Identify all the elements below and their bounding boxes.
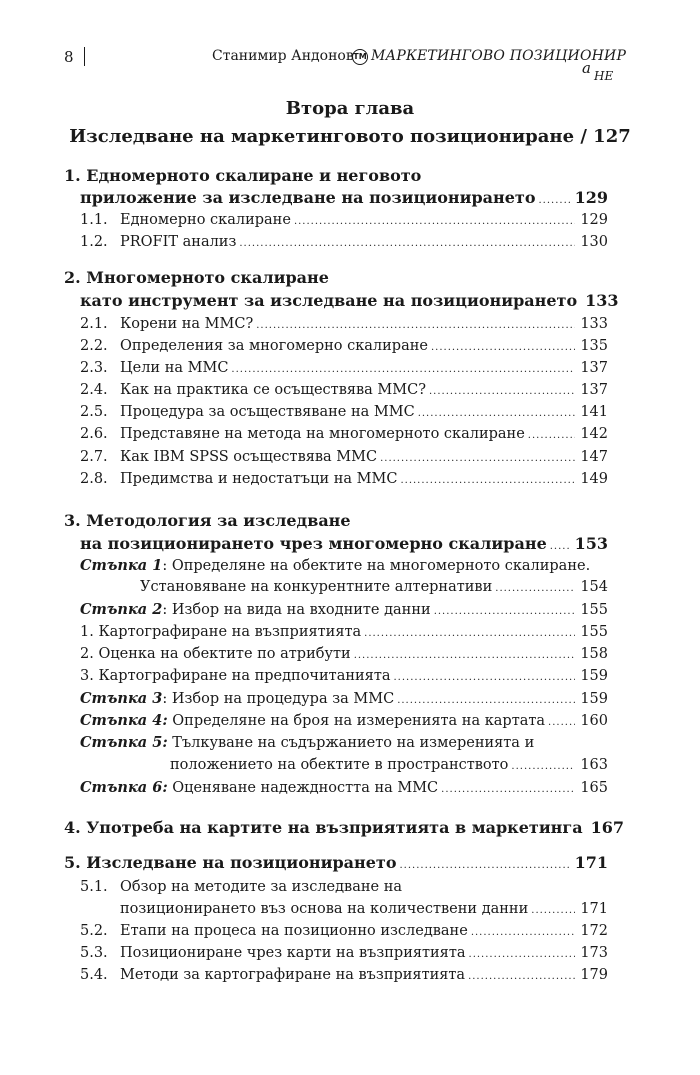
toc-section-2-line1: 2. Многомерното скалиране: [64, 268, 329, 287]
leader-dots: [364, 624, 575, 640]
toc-entry-title: Цели на ММС: [120, 360, 229, 376]
toc-page-number: 171: [580, 901, 608, 917]
toc-entry-2-8[interactable]: [80, 471, 608, 487]
step-title: Определяне на броя на измеренията на картата: [167, 713, 546, 729]
toc-entry-title: Предимства и недостатъци на ММС: [120, 471, 398, 487]
toc-entry-2-2[interactable]: [80, 338, 608, 354]
leader-dots: [548, 713, 575, 729]
leader-dots: [469, 945, 576, 961]
leader-dots: [354, 646, 576, 662]
toc-section-1[interactable]: [80, 188, 608, 207]
toc-section-5[interactable]: [64, 853, 608, 872]
toc-page-number: 155: [580, 602, 608, 618]
toc-page-number: 137: [580, 382, 608, 398]
toc-page-number: 142: [580, 426, 608, 442]
leader-dots: [397, 691, 575, 707]
toc-page-number: 154: [580, 579, 608, 595]
step-title: Тълкуване на съдържанието на измеренията и: [167, 735, 535, 751]
toc-entry-title: Как IBM SPSS осъществява ММС: [120, 449, 378, 465]
leader-dots: [528, 426, 576, 442]
toc-entry-number: 2.5.: [80, 404, 108, 420]
toc-page-number: 129: [580, 212, 608, 228]
leader-dots: [468, 967, 575, 983]
toc-section-3[interactable]: [80, 534, 608, 553]
toc-section-4-title: 4. Употреба на картите на възприятията в маркетинга: [64, 818, 583, 837]
toc-entry-number: 5.3.: [80, 945, 108, 961]
toc-entry-number: 1.2.: [80, 234, 108, 250]
chapter-label: Втора глава: [285, 98, 415, 119]
step-title-cont: положението на обектите в пространството: [170, 757, 509, 773]
toc-entry-5-1-line1[interactable]: [80, 879, 402, 895]
toc-entry-title: Позициониране чрез карти на възприятията: [120, 945, 466, 961]
step-label: Стъпка 4:: [80, 712, 168, 729]
toc-entry-title: Обзор на методите за изследване на: [120, 879, 403, 895]
header-book-title: МАРКЕТИНГОВО ПОЗИЦИОНИР: [371, 48, 627, 64]
toc-page-number: 130: [580, 234, 608, 250]
toc-entry-5-2[interactable]: [80, 923, 608, 939]
toc-step-1[interactable]: [140, 579, 608, 595]
toc-page-number: 155: [580, 624, 608, 640]
leader-dots: [231, 360, 575, 376]
toc-section-3-line1: 3. Методология за изследване: [64, 511, 351, 530]
leader-dots: [239, 234, 575, 250]
toc-page-number: 165: [580, 780, 608, 796]
toc-page-number: 147: [580, 449, 608, 465]
toc-page-number: 179: [580, 967, 608, 983]
toc-page-number: 158: [580, 646, 608, 662]
page-number: 8: [64, 48, 74, 66]
toc-page-number: 173: [580, 945, 608, 961]
step-title: : Определяне на обектите на многомерното скалиране.: [162, 558, 591, 574]
header-author: Станимир Андонов: [212, 48, 354, 64]
toc-substep-1[interactable]: [80, 624, 608, 640]
step-label: Стъпка 3: [80, 690, 163, 707]
toc-entry-title: 1. Картографиране на възприятията: [80, 624, 362, 640]
toc-entry-2-5[interactable]: [80, 404, 608, 420]
toc-entry-title: Корени на ММС?: [120, 316, 254, 332]
toc-entry-title: Процедура за осъществяване на ММС: [120, 404, 415, 420]
toc-entry-title: Определения за многомерно скалиране: [120, 338, 428, 354]
toc-page-number: 160: [580, 713, 608, 729]
leader-dots: [531, 901, 575, 917]
toc-section-5-title: 5. Изследване на позиционирането: [64, 853, 397, 872]
toc-section-2-title: като инструмент за изследване на позиционирането: [80, 291, 578, 310]
toc-page-number: 171: [574, 853, 608, 872]
toc-entry-title: Представяне на метода на многомерното скалиране: [120, 426, 525, 442]
toc-substep-2[interactable]: [80, 646, 608, 662]
toc-entry-2-1[interactable]: [80, 316, 608, 332]
toc-section-1-title: приложение за изследване на позиционирането: [80, 188, 536, 207]
toc-entry-number: 2.7.: [80, 449, 108, 465]
toc-entry-1-1[interactable]: [80, 212, 608, 228]
header-divider: [84, 47, 85, 66]
toc-entry-number: 2.6.: [80, 426, 108, 442]
step-label: Стъпка 1: [80, 557, 163, 574]
toc-section-2[interactable]: [80, 291, 619, 310]
toc-page-number: 135: [580, 338, 608, 354]
step-title: Оценяване надеждността на ММС: [167, 780, 439, 796]
toc-entry-title: Методи за картографиране на възприятията: [120, 967, 466, 983]
leader-dots: [539, 191, 570, 207]
step-title: : Избор на процедура за ММС: [162, 691, 395, 707]
toc-page-number: 159: [580, 691, 608, 707]
step-label: Стъпка 5:: [80, 734, 168, 751]
leader-dots: [441, 780, 575, 796]
toc-entry-title-cont: позиционирането въз основа на количествени данни: [120, 901, 529, 917]
toc-entry-5-4[interactable]: [80, 967, 608, 983]
toc-entry-number: 2.2.: [80, 338, 108, 354]
toc-step-6[interactable]: [80, 779, 608, 796]
leader-dots: [394, 668, 576, 684]
toc-entry-title: Етапи на процеса на позиционно изследване: [120, 923, 468, 939]
toc-page-number: 159: [580, 668, 608, 684]
toc-entry-number: 2.8.: [80, 471, 108, 487]
toc-entry-title: Как на практика се осъществява ММС?: [120, 382, 426, 398]
toc-section-1-line1: 1. Едномерното скалиране и неговото: [64, 166, 422, 185]
toc-entry-title: 3. Картографиране на предпочитанията: [80, 668, 391, 684]
toc-step-2[interactable]: [80, 601, 608, 618]
leader-dots: [294, 212, 575, 228]
toc-entry-2-6[interactable]: [80, 426, 608, 442]
toc-entry-number: 5.2.: [80, 923, 108, 939]
leader-dots: [471, 923, 576, 939]
toc-page-number: 137: [580, 360, 608, 376]
leader-dots: [256, 316, 575, 332]
toc-page-number: 163: [580, 757, 608, 773]
leader-dots: [550, 537, 570, 553]
toc-entry-5-3[interactable]: [80, 945, 608, 961]
toc-entry-2-7[interactable]: [80, 449, 608, 465]
toc-page-number: 153: [574, 534, 608, 553]
toc-page-number: 133: [580, 316, 608, 332]
toc-step-3[interactable]: [80, 690, 608, 707]
toc-page-number: 172: [580, 923, 608, 939]
toc-page-number: 141: [580, 404, 608, 420]
toc-step-5-line1[interactable]: [80, 734, 534, 751]
toc-substep-3[interactable]: [80, 668, 608, 684]
toc-entry-2-4[interactable]: [80, 382, 608, 398]
leader-dots: [434, 602, 576, 618]
leader-dots: [400, 856, 570, 872]
toc-entry-title: PROFIT анализ: [120, 234, 237, 250]
toc-entry-number: 2.4.: [80, 382, 108, 398]
leader-dots: [418, 404, 576, 420]
toc-step-1-line1[interactable]: [80, 557, 590, 574]
leader-dots: [495, 579, 575, 595]
toc-section-4[interactable]: [64, 818, 624, 837]
toc-entry-number: 2.3.: [80, 360, 108, 376]
leader-dots: [380, 449, 575, 465]
toc-step-5[interactable]: [170, 757, 608, 773]
toc-entry-number: 2.1.: [80, 316, 108, 332]
toc-entry-2-3[interactable]: [80, 360, 608, 376]
toc-entry-1-2[interactable]: [80, 234, 608, 250]
toc-entry-title: Едномерно скалиране: [120, 212, 291, 228]
toc-step-4[interactable]: [80, 712, 608, 729]
toc-page-number: 129: [574, 188, 608, 207]
leader-dots: [400, 471, 575, 487]
trademark-icon: TM: [352, 49, 368, 65]
toc-page-number: 149: [580, 471, 608, 487]
step-title: : Избор на вида на входните данни: [162, 602, 431, 618]
toc-page-number: 167: [590, 818, 624, 837]
leader-dots: [431, 338, 575, 354]
toc-entry-number: 5.4.: [80, 967, 108, 983]
toc-entry-5-1[interactable]: [120, 901, 608, 917]
step-label: Стъпка 6:: [80, 779, 168, 796]
toc-entry-number: 1.1.: [80, 212, 108, 228]
header-title-ne: НЕ: [594, 69, 614, 83]
toc-section-3-title: на позиционирането чрез многомерно скалиране: [80, 534, 547, 553]
chapter-title: Изследване на маркетинговото позициониране / 127: [69, 126, 631, 147]
step-label: Стъпка 2: [80, 601, 163, 618]
toc-page-number: 133: [585, 291, 619, 310]
toc-entry-title: 2. Оценка на обектите по атрибути: [80, 646, 351, 662]
step-title-cont: Установяване на конкурентните алтернативи: [140, 579, 493, 595]
header-title-a: а: [582, 59, 591, 77]
leader-dots: [511, 757, 575, 773]
toc-entry-number: 5.1.: [80, 879, 108, 895]
leader-dots: [429, 382, 575, 398]
